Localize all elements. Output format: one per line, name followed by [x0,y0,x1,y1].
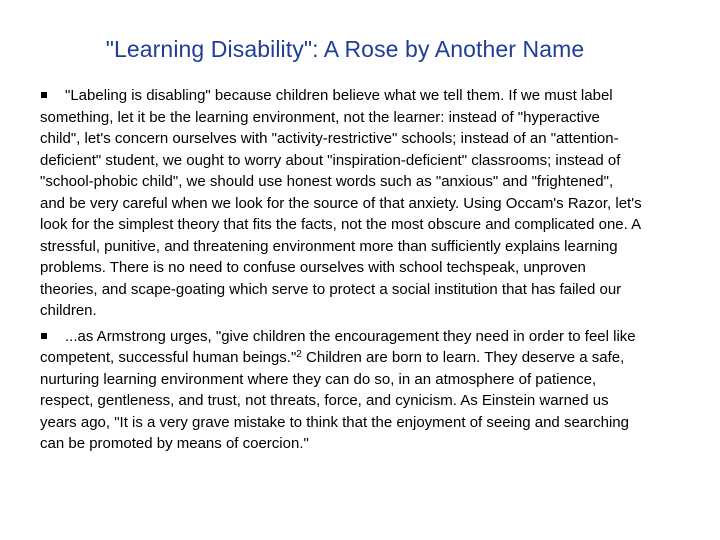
square-bullet-icon [41,92,47,98]
bullet-paragraph [40,85,642,322]
slide-body [40,85,642,459]
bullet-text: "Labeling is disabling" because children believe what we tell them. If we must label something, let it be the learning environment, not the learner: instead of "hyperactive child", let's concern ourselves with "activity-restrictive" schools; instead of an "attention-deficient" student, we ought to worry about "inspiration-deficient" classrooms; instead of "school-phobic child", we should use honest words such as "anxious" and "frightened", and be very careful when we look for the source of that anxiety. Using Occam's Razor, let's look for the simplest theory that fits the facts, not the most obscure and complicated one. A stressful, punitive, and threatening environment more than sufficiently explains learning problems. There is no need to confuse ourselves with school techspeak, unproven theories, and scape-goating which serve to protect a social institution that has failed our children. [40,87,642,319]
bullet-text-after-footnote: Children are born to learn. They deserve a safe, nurturing learning environment where they can do so, in an atmosphere of patience, respect, gentleness, and trust, not threats, force, and cynicism. As Einstein warned us years ago, "It is a very grave mistake to think that the enjoyment of seeing and searching can be promoted by means of coercion." [40,349,629,452]
square-bullet-icon [41,333,47,339]
bullet-text-before-footnote: ...as Armstrong urges, "give children the encouragement they need in order to feel like competent, successful human beings." [40,327,636,366]
bullet-paragraph [40,326,642,455]
footnote-marker: 2 [296,349,302,360]
slide-title: "Learning Disability": A Rose by Another Name [105,36,585,62]
